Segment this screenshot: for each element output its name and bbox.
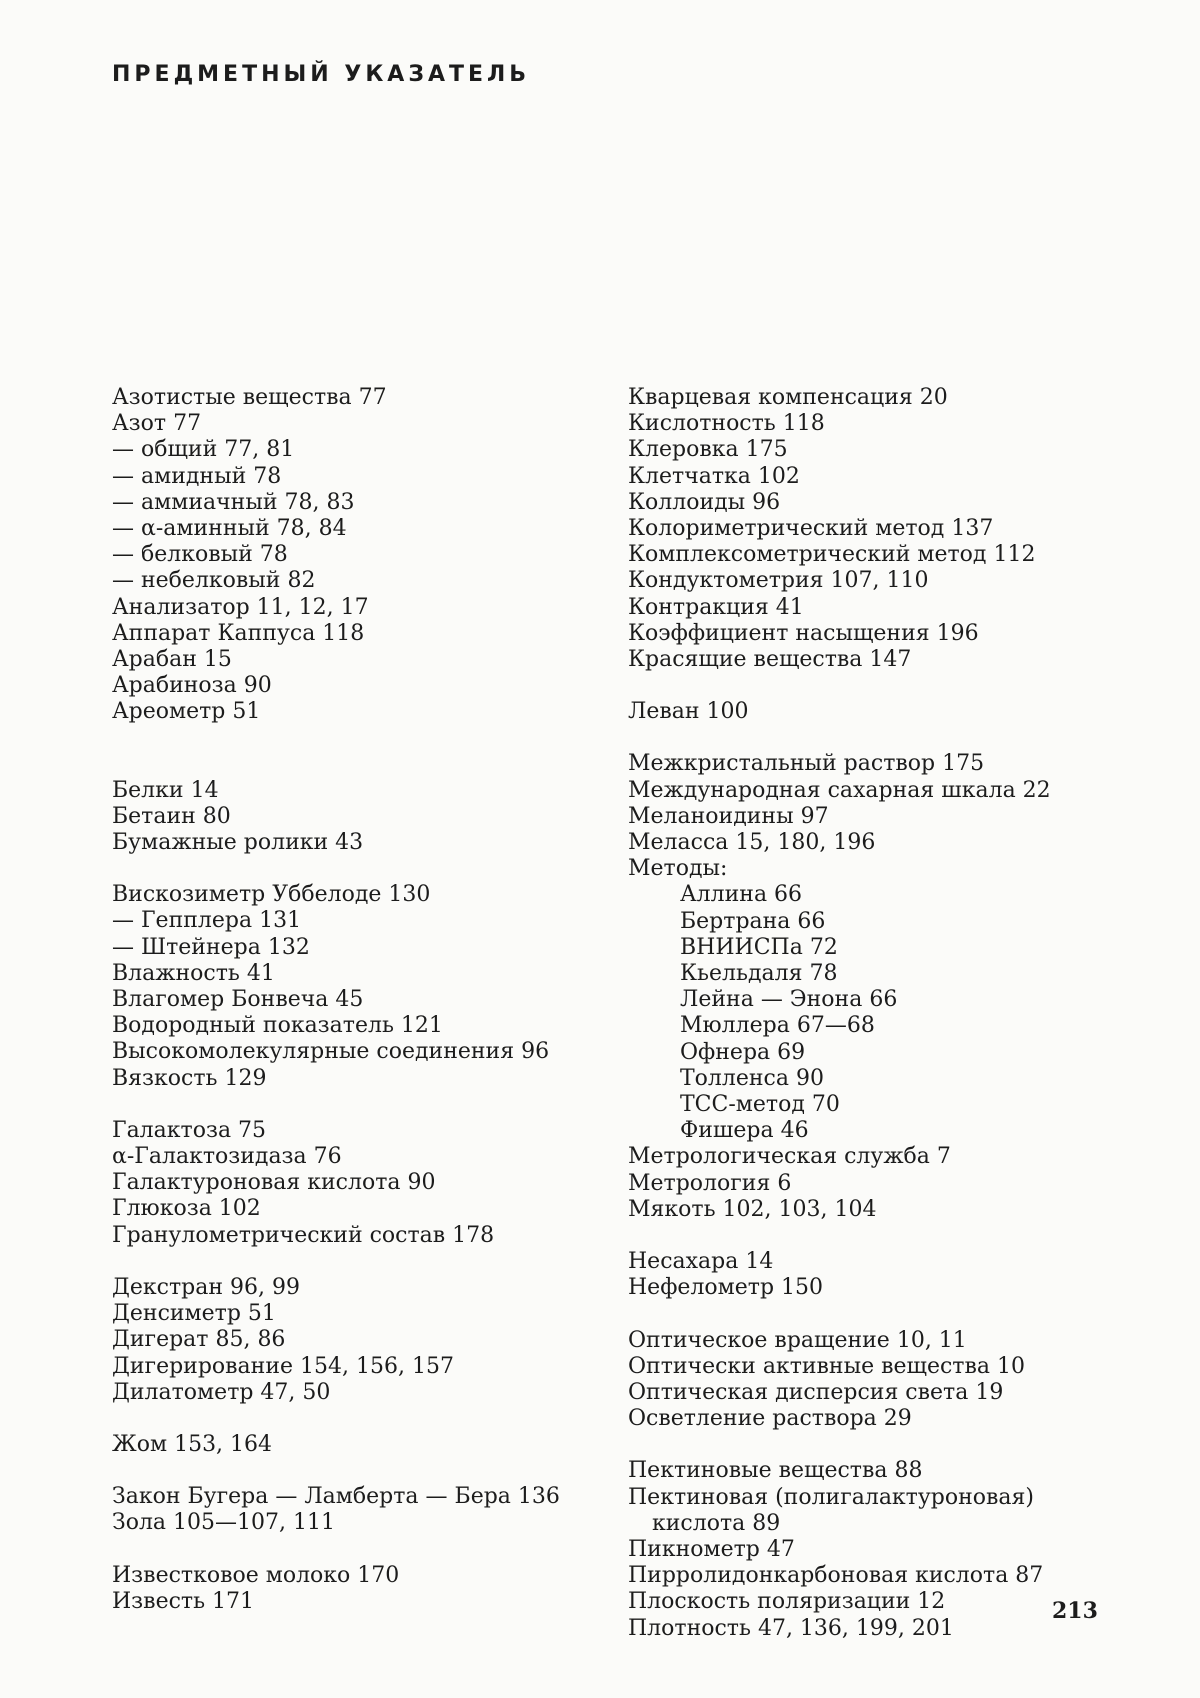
index-entry: Меланоидины 97 (628, 803, 829, 829)
index-group-b (112, 778, 592, 857)
index-group-m2 (628, 1144, 1098, 1223)
index-entry: Оптически активные вещества 10 (628, 1353, 1025, 1379)
index-entry: Кондуктометрия 107, 110 (628, 568, 929, 594)
index-group-z (112, 1484, 592, 1536)
index-entry: Метрологическая служба 7 (628, 1144, 951, 1170)
index-entry: Жом 153, 164 (112, 1431, 273, 1457)
index-entry: — общий 77, 81 (112, 437, 295, 463)
index-entry: Гранулометрический состав 178 (112, 1222, 495, 1248)
index-entry: — небелковый 82 (112, 568, 316, 594)
index-subentry: ВНИИСПа 72 (680, 934, 838, 960)
index-group-o (628, 1328, 1098, 1433)
index-subentry: Аллина 66 (680, 882, 803, 908)
index-group-v (112, 882, 592, 1092)
index-entry: Дигерирование 154, 156, 157 (112, 1353, 454, 1379)
index-entry: Пикнометр 47 (628, 1536, 795, 1562)
index-entry: Кварцевая компенсация 20 (628, 385, 948, 410)
page-heading: ПРЕДМЕТНЫЙ УКАЗАТЕЛЬ (112, 62, 531, 87)
index-group-methods (628, 882, 1098, 1144)
index-entry: Колориметрический метод 137 (628, 516, 994, 542)
index-entry: Глюкоза 102 (112, 1196, 261, 1222)
index-entry: Оптическая дисперсия света 19 (628, 1379, 1004, 1405)
index-group-m (628, 751, 1098, 882)
index-entry-continuation: кислота 89 (652, 1510, 781, 1536)
index-entry: Ареометр 51 (112, 699, 261, 725)
index-entry: Зола 105—107, 111 (112, 1510, 335, 1536)
index-subentry: Толленса 90 (680, 1065, 824, 1091)
index-entry: Аппарат Каппуса 118 (112, 620, 365, 646)
index-entry: Известь 171 (112, 1588, 255, 1614)
index-entry: Денсиметр 51 (112, 1301, 276, 1327)
index-entry: — аммиачный 78, 83 (112, 489, 355, 515)
index-entry: Клетчатка 102 (628, 463, 800, 489)
index-subentry: Кьельдаля 78 (680, 961, 838, 987)
index-entry: Коэффициент насыщения 196 (628, 620, 979, 646)
index-entry: Леван 100 (628, 699, 749, 725)
index-column-left (112, 385, 592, 1641)
index-subentry: Фишера 46 (680, 1118, 809, 1144)
index-entry: Арабиноза 90 (112, 673, 272, 699)
index-entry: Влагомер Бонвеча 45 (112, 987, 364, 1013)
index-entry: Пирролидонкарбоновая кислота 87 (628, 1563, 1044, 1589)
index-entry: Нефелометр 150 (628, 1275, 824, 1301)
index-entry: Галактуроновая кислота 90 (112, 1170, 436, 1196)
index-entry: Несахара 14 (628, 1249, 774, 1275)
page-number: 213 (1052, 1598, 1098, 1624)
index-entry: Декстран 96, 99 (112, 1274, 300, 1300)
index-entry: Водородный показатель 121 (112, 1013, 443, 1039)
index-entry: Методы: (628, 856, 728, 882)
index-group-l (628, 699, 1098, 725)
index-subentry: ТСС-метод 70 (680, 1092, 840, 1118)
index-entry: — белковый 78 (112, 542, 288, 568)
index-subentry: Лейна — Энона 66 (680, 987, 898, 1013)
index-entry: Плотность 47, 136, 199, 201 (628, 1615, 954, 1641)
index-entry: Арабан 15 (112, 647, 232, 673)
index-entry: — α-аминный 78, 84 (112, 516, 347, 542)
index-group-zh (112, 1432, 592, 1458)
index-entry: Контракция 41 (628, 594, 804, 620)
index-entry: Высокомолекулярные соединения 96 (112, 1039, 550, 1065)
index-entry: Галактоза 75 (112, 1117, 267, 1143)
index-entry: Дигерат 85, 86 (112, 1327, 286, 1353)
index-entry: — амидный 78 (112, 463, 282, 489)
index-entry: Метрология 6 (628, 1170, 792, 1196)
index-group-p (628, 1458, 1098, 1641)
index-entry: Вискозиметр Уббелоде 130 (112, 882, 431, 908)
index-group-k (628, 385, 1098, 673)
index-entry: Оптическое вращение 10, 11 (628, 1327, 967, 1353)
index-entry: Известковое молоко 170 (112, 1562, 400, 1588)
index-entry: Влажность 41 (112, 960, 275, 986)
index-subentry: Мюллера 67—68 (680, 1013, 875, 1039)
index-entry: Международная сахарная шкала 22 (628, 777, 1051, 803)
index-entry: Мякоть 102, 103, 104 (628, 1196, 877, 1222)
index-group-a (112, 385, 592, 726)
index-entry: — Гепплера 131 (112, 908, 302, 934)
index-entry: Красящие вещества 147 (628, 647, 912, 673)
index-entry: — Штейнера 132 (112, 934, 310, 960)
index-column-right (628, 385, 1098, 1642)
index-entry: Анализатор 11, 12, 17 (112, 594, 369, 620)
index-entry: Пектиновая (полигалактуроновая) (628, 1484, 1035, 1510)
index-group-n (628, 1249, 1098, 1301)
index-entry: Бетаин 80 (112, 803, 231, 829)
index-entry: Комплексометрический метод 112 (628, 542, 1036, 568)
index-entry: Дилатометр 47, 50 (112, 1379, 331, 1405)
index-entry: Бумажные ролики 43 (112, 830, 364, 856)
index-entry: Плоскость поляризации 12 (628, 1589, 946, 1615)
index-entry: Осветление раствора 29 (628, 1406, 912, 1432)
index-entry: Пектиновые вещества 88 (628, 1458, 923, 1484)
index-entry: Белки 14 (112, 777, 219, 803)
index-entry: Межкристальный раствор 175 (628, 751, 985, 777)
index-group-d (112, 1275, 592, 1406)
index-subentry: Офнера 69 (680, 1039, 806, 1065)
index-entry: Коллоиды 96 (628, 489, 781, 515)
index-subentry: Бертрана 66 (680, 908, 826, 934)
index-entry: Азотистые вещества 77 (112, 385, 387, 410)
index-entry: Кислотность 118 (628, 411, 825, 437)
index-entry: Азот 77 (112, 411, 202, 437)
index-entry: Вязкость 129 (112, 1065, 267, 1091)
index-entry: Меласса 15, 180, 196 (628, 830, 876, 856)
index-entry: Клеровка 175 (628, 437, 788, 463)
index-group-i (112, 1563, 592, 1615)
index-entry: Закон Бугера — Ламберта — Бера 136 (112, 1484, 560, 1510)
index-entry: α-Галактозидаза 76 (112, 1144, 342, 1170)
index-group-g (112, 1118, 592, 1249)
